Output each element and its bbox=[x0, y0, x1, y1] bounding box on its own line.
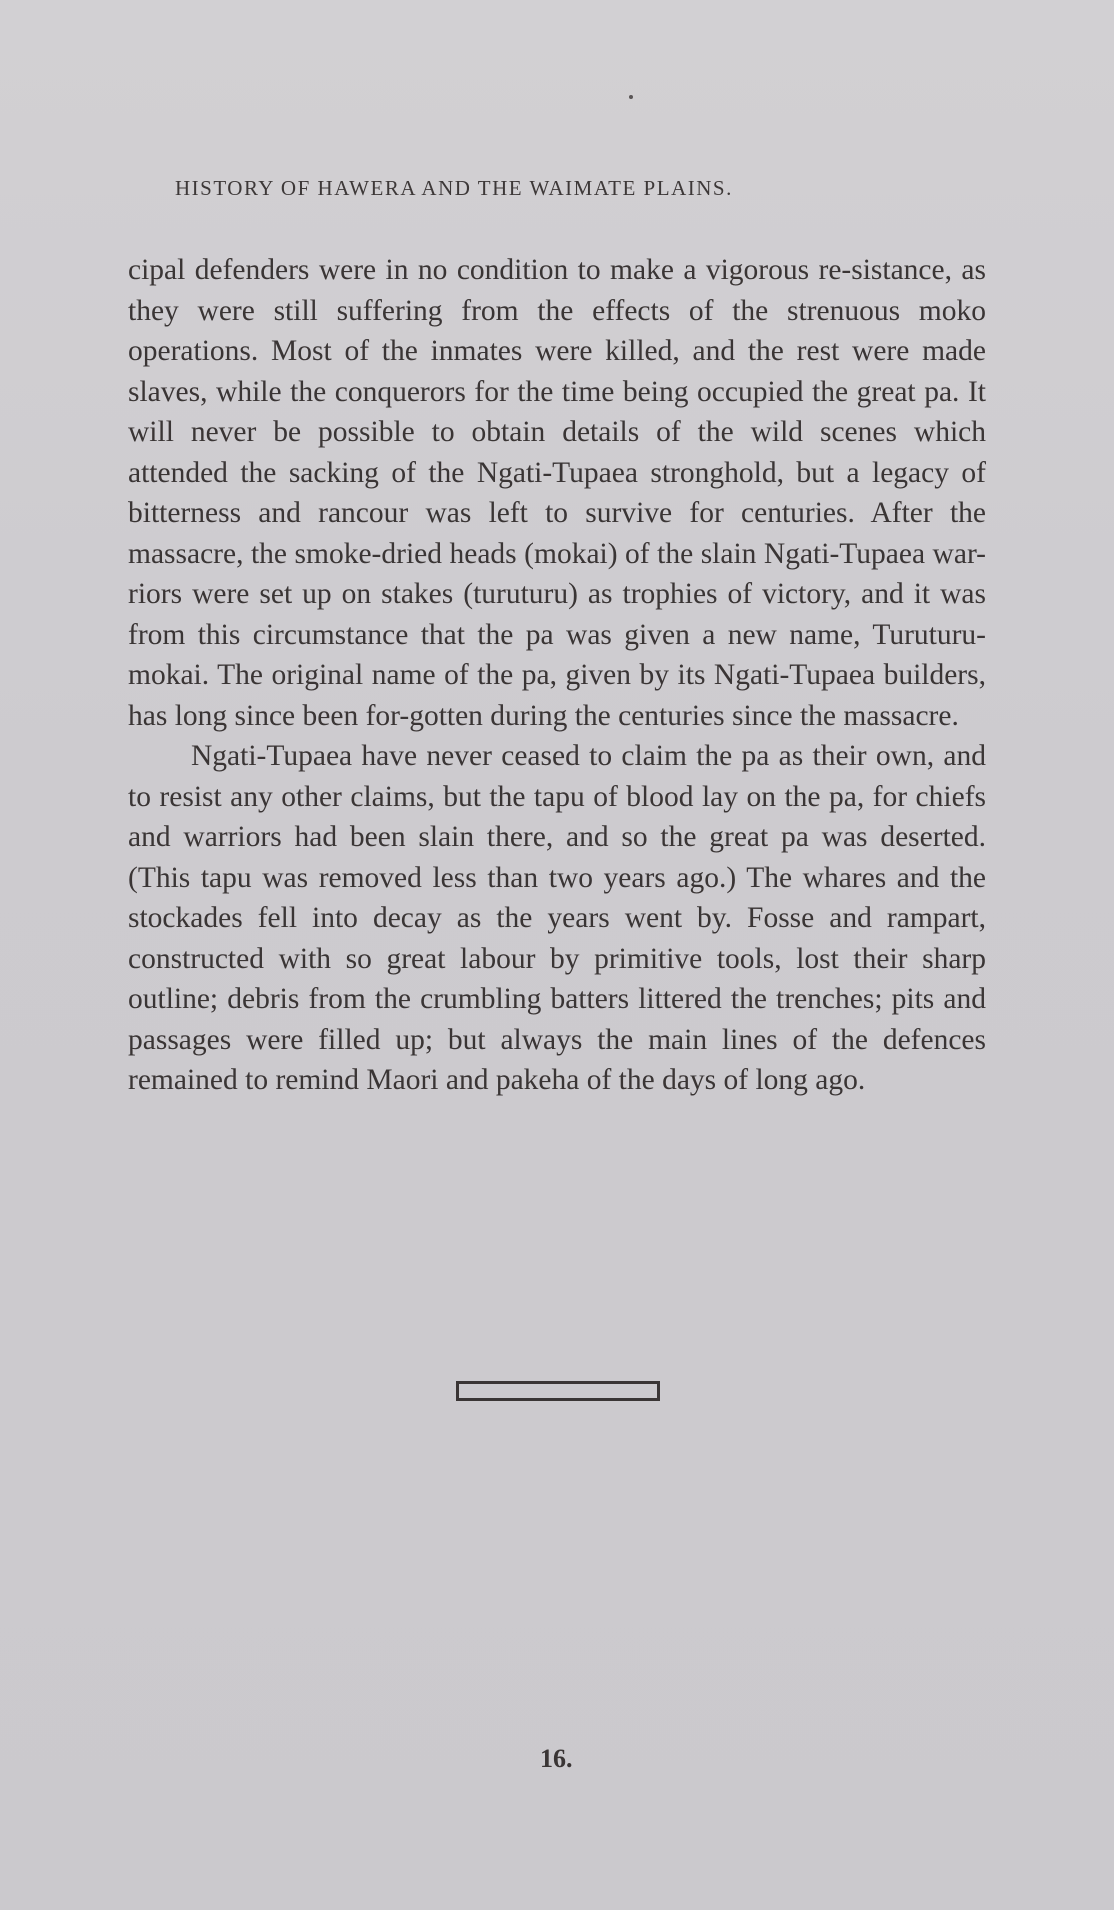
paragraph-continued: cipal defenders were in no condition to make a vigorous re-sistance, as they were still suffering from the effects of the strenuous moko operations. Most of the inmates were killed, and the rest were made slaves, while the conquerors for the time being occupied the great pa. It will never be possible to obtain details of the wild scenes which attended the sacking of the Ngati-Tupaea stronghold, but a legacy of bitterness and rancour was left to survive for centuries. After the massacre, the smoke-dried heads (mokai) of the slain Ngati-Tupaea war-riors were set up on stakes (turuturu) as trophies of victory, and it was from this circumstance that the pa was given a new name, Turuturu-mokai. The original name of the pa, given by its Ngati-Tupaea builders, has long since been for-gotten during the centuries since the massacre. bbox=[128, 254, 986, 732]
print-speck bbox=[629, 95, 633, 99]
body-text bbox=[128, 250, 986, 1101]
page-number: 16. bbox=[540, 1744, 573, 1773]
paragraph: Ngati-Tupaea have never ceased to claim the pa as their own, and to resist any other claims, but the tapu of blood lay on the pa, for chiefs and warriors had been slain there, and so the great pa was deserted. (This tapu was removed less than two years ago.) The whares and the stockades fell into decay as the years went by. Fosse and rampart, constructed with so great labour by primitive tools, lost their sharp outline; debris from the crumbling batters littered the trenches; pits and passages were filled up; but always the main lines of the defences remained to remind Maori and pakeha of the days of long ago. bbox=[128, 740, 986, 1096]
section-end-ornament bbox=[456, 1381, 660, 1401]
running-head: HISTORY OF HAWERA AND THE WAIMATE PLAINS. bbox=[175, 176, 733, 200]
